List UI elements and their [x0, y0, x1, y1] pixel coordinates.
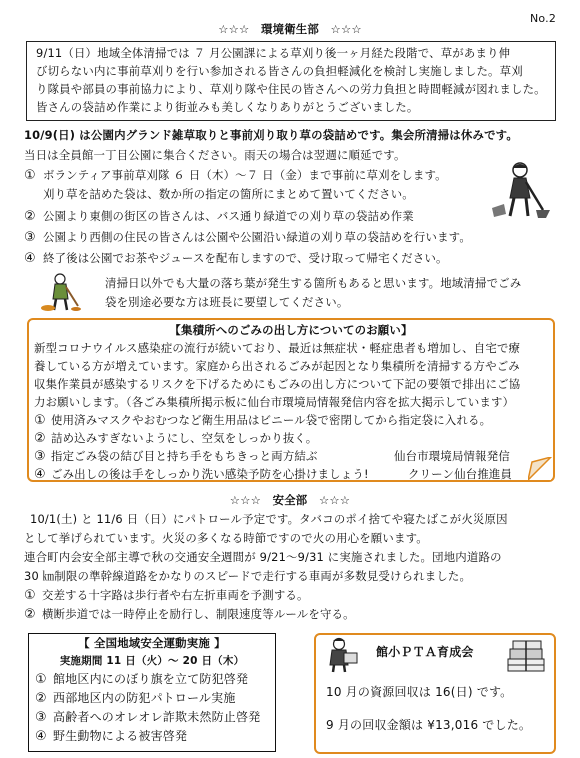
env-item-number: ① — [24, 168, 36, 183]
garbage-notice-title: 【集積所へのごみの出し方についてのお願い】 — [169, 323, 413, 337]
leaves-note-line: 清掃日以外でも大量の落ち葉が発生する箇所もあると思います。地域清掃でごみ — [105, 276, 522, 290]
campaign-item-number: ① — [35, 672, 47, 687]
sweeping-person-icon — [488, 160, 552, 220]
env-item-number: ③ — [24, 230, 36, 245]
recycling-person-icon — [322, 637, 360, 673]
env-item-number: ④ — [24, 251, 36, 266]
safety-line: 30 ㎞制限の準幹線道路をかなりのスピードで走行する車両が多数見受けられました。 — [24, 569, 472, 583]
safety-line: として挙げられています。火災の多くなる時節ですので火の用心を願います。 — [24, 531, 428, 545]
safety-line: 連合町内会安全部主導で秋の交通安全週間が 9/21〜9/31 に実施されました。団地内道路の — [24, 550, 502, 564]
notice-item-number: ① — [34, 413, 46, 428]
env-intro-box — [26, 41, 556, 121]
campaign-item-text: 館地区内にのぼり旗を立て防犯啓発 — [53, 672, 249, 686]
safety-item-text: 横断歩道では一時停止を励行し、制限速度等ルールを守る。 — [42, 607, 355, 621]
notice-item-text: ごみ出しの後は手をしっかり洗い感染予防を心掛けましょう! — [51, 467, 369, 481]
campaign-box — [28, 633, 276, 752]
notice-body-line: 養している方が増えています。家庭から出されるごみが起因となり集積所を清掃する方やごみ — [34, 359, 520, 373]
campaign-item-text: 西部地区内の防犯パトロール実施 — [53, 691, 236, 705]
pta-title: 館小ＰＴＡ育成会 — [376, 645, 474, 659]
pta-collection-amount: 9 月の回収金額は ¥13,016 でした。 — [326, 718, 532, 732]
env-intro-line: り隊員や部員の事前協力により、草刈り隊や住民の皆さんへの労力負担と時間軽減が図れました。 — [36, 82, 546, 96]
safety-item-number: ① — [24, 588, 36, 603]
notice-item-number: ③ — [34, 449, 46, 464]
notice-item-number: ④ — [34, 467, 46, 482]
env-meet-line: 当日は全員館一丁目公園に集合ください。雨天の場合は翌週に順延です。 — [24, 148, 406, 162]
garbage-notice-box — [27, 318, 555, 482]
pta-collection-date: 10 月の資源回収は 16(日) です。 — [326, 685, 513, 699]
leaves-note-line: 袋を別途必要な方は班長に要望してください。 — [105, 295, 349, 309]
env-item-text: 公園より西側の住民の皆さんは公園や公園沿い緑道の刈り草の袋詰めを行います。 — [43, 230, 471, 244]
campaign-item-number: ④ — [35, 729, 47, 744]
notice-item-number: ② — [34, 431, 46, 446]
env-item-text: ボランティア事前草刈隊 ６ 日（木）〜７ 日（金）まで事前に草刈をします。 — [43, 168, 447, 182]
folded-corner-decoration — [528, 457, 553, 481]
safety-section-title: ☆☆☆ 安全部 ☆☆☆ — [229, 493, 351, 507]
recycling-bundle-icon — [506, 639, 548, 673]
notice-item-text: 詰め込みすぎないようにし、空気をしっかり抜く。 — [51, 431, 318, 445]
campaign-period: 実施期間 11 日（火）〜 20 日（木） — [59, 655, 245, 667]
campaign-item-number: ② — [35, 691, 47, 706]
env-item-text: 公園より東側の街区の皆さんは、バス通り緑道での刈り草の袋詰め作業 — [43, 209, 414, 223]
notice-item-text: 使用済みマスクやおむつなど衛生用品はビニール袋で密閉してから指定袋に入れる。 — [51, 413, 492, 427]
env-item-text: 終了後は公園でお茶やジュースを配布しますので、受け取って帰宅ください。 — [43, 251, 448, 265]
notice-body-line: 収集作業員が感染するリスクを下げるためにもごみの出し方について下記の要領で排出にご協 — [34, 377, 521, 391]
notice-source: クリーン仙台推進員 — [408, 467, 513, 481]
safety-item-text: 交差する十字路は歩行者や右左折車両を予測する。 — [42, 588, 309, 602]
leaf-raking-person-icon — [40, 272, 84, 312]
pta-box — [314, 633, 556, 754]
env-date-line: 10/9(日) は公園内グランド雑草取りと事前刈り取り草の袋詰めです。集会所清掃は休みです。 — [24, 128, 518, 142]
campaign-item-number: ③ — [35, 710, 47, 725]
notice-item-text: 指定ごみ袋の結び目と持ち手をもちきっと両方結ぶ — [51, 449, 318, 463]
env-intro-line: 9/11（日）地域全体清掃では ７ 月公園課による草刈り後一ヶ月経た段階で、草があまり伸 — [36, 46, 511, 60]
campaign-item-text: 野生動物による被害啓発 — [53, 729, 188, 743]
page-number: No.2 — [530, 12, 557, 25]
safety-line: 10/1(土) と 11/6 日（日）にパトロール予定です。タバコのポイ捨てや寝たばこが火災原因 — [30, 512, 508, 526]
env-item-text: 刈り草を詰めた袋は、数か所の指定の箇所にまとめて置いてください。 — [43, 187, 414, 201]
campaign-item-text: 高齢者へのオレオレ詐欺未然防止啓発 — [53, 710, 261, 724]
env-item-number: ② — [24, 209, 36, 224]
notice-body-line: 新型コロナウイルス感染症の流行が続いており、最近は無症状・軽症患者も増加し、自宅で療 — [34, 341, 521, 355]
notice-body-line: 力お願いします。（各ごみ集積所掲示板に仙台市環境局情報発信内容を拡大掲示しています） — [34, 395, 515, 409]
env-section-title: ☆☆☆ 環境衛生部 ☆☆☆ — [218, 22, 362, 36]
notice-source: 仙台市環境局情報発信 — [394, 449, 510, 463]
campaign-title: 【 全国地域安全運動実施 】 — [78, 636, 226, 650]
env-intro-line: 皆さんの袋詰め作業により街並みも美しくなりありがとうございました。 — [36, 100, 419, 114]
safety-item-number: ② — [24, 607, 36, 622]
env-intro-line: び切らない内に事前草刈りを行い参加される皆さんの負担軽減化を検討し実施しました。草刈 — [36, 64, 523, 78]
